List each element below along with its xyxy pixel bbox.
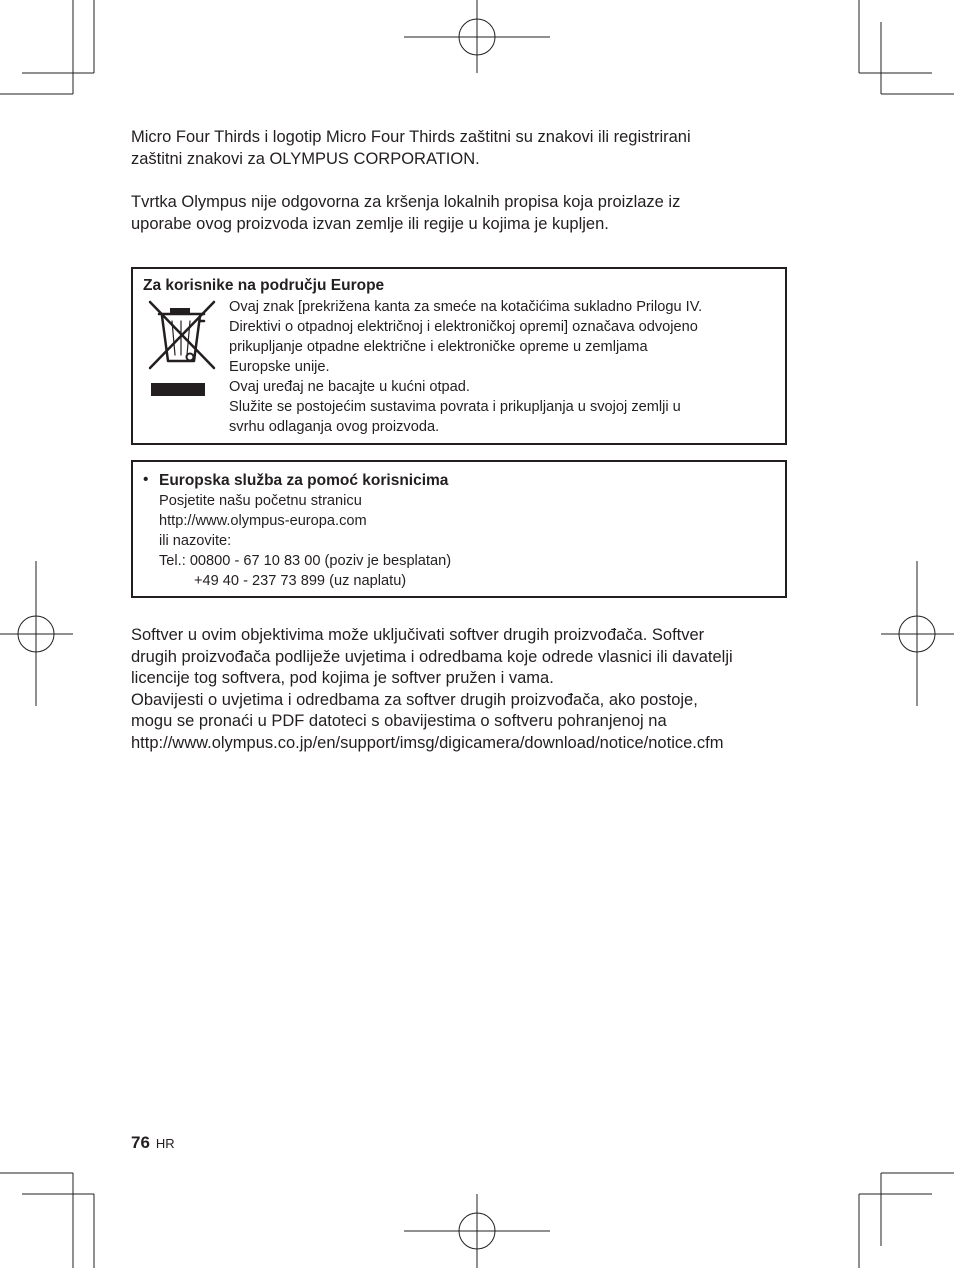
page-number: 76 — [131, 1133, 150, 1152]
paid-phone-number: +49 40 - 237 73 899 (uz naplatu) — [194, 573, 407, 589]
customer-service-title: Europska služba za pomoć korisnicima — [159, 472, 449, 489]
olympus-europa-url: http://www.olympus-europa.com — [159, 513, 367, 529]
europe-box-title: Za korisnike na području Europe — [143, 277, 385, 294]
customer-service-box — [131, 460, 787, 598]
software-notice: Softver u ovim objektivima može uključivati softver drugih proizvođača. Softver drugih proizvođača podliježe uvjetima i odredbama koje odrede vlasnici ili davatelji licencije tog softvera, pod kojima je softver pružen i vama. Obavijesti o uvjetima i odredbama za softver drugih proizvođača, ako postoje, mogu se pronaći u PDF datoteci s obavijestima o softveru pohranjenoj na http://www.olympus.co.jp/en/support/imsg/digicamera/download/notice/notice.cfm — [131, 625, 811, 754]
page-footer — [131, 1133, 175, 1153]
free-phone-number: Tel.: 00800 - 67 10 83 00 (poziv je besplatan) — [159, 553, 452, 569]
crossed-out-wheelie-bin-icon — [143, 299, 221, 401]
europe-box-text: Ovaj znak [prekrižena kanta za smeće na kotačićima sukladno Prilogu IV. Direktivi o otpadnoj električnoj i elektroničkoj opremi] označava odvojeno prikupljanje otpadne električne i elektroničke opreme u zemljama Europske unije. Ovaj uređaj ne bacajte u kućni otpad. Služite se postojećim sustavima povrata i prikupljanja u svojoj zemlji u svrhu odlaganja ovog proizvoda. — [229, 299, 703, 435]
software-notice-url: http://www.olympus.co.jp/en/support/imsg/digicamera/download/notice/notice.cfm — [131, 733, 724, 752]
customer-service-text: Europska služba za pomoć korisnicima Posjetite našu početnu stranicu http://www.olympus-europa.com ili nazovite: Tel.: 00800 - 67 10 83 00 (poziv je besplatan) +49 40 - 237 73 899 (uz naplatu) — [159, 472, 452, 589]
language-code: HR — [155, 1136, 175, 1151]
liability-notice: Tvrtka Olympus nije odgovorna za kršenja lokalnih propisa koja proizlaze iz uporabe ovog proizvoda izvan zemlje ili regije u kojima je kupljen. — [131, 193, 681, 233]
europe-users-box — [131, 267, 787, 445]
trademark-notice: Micro Four Thirds i logotip Micro Four Thirds zaštitni su znakovi ili registrirani zaštitni znakovi za OLYMPUS CORPORATION. — [131, 128, 691, 168]
bullet-marker: • — [143, 471, 149, 488]
